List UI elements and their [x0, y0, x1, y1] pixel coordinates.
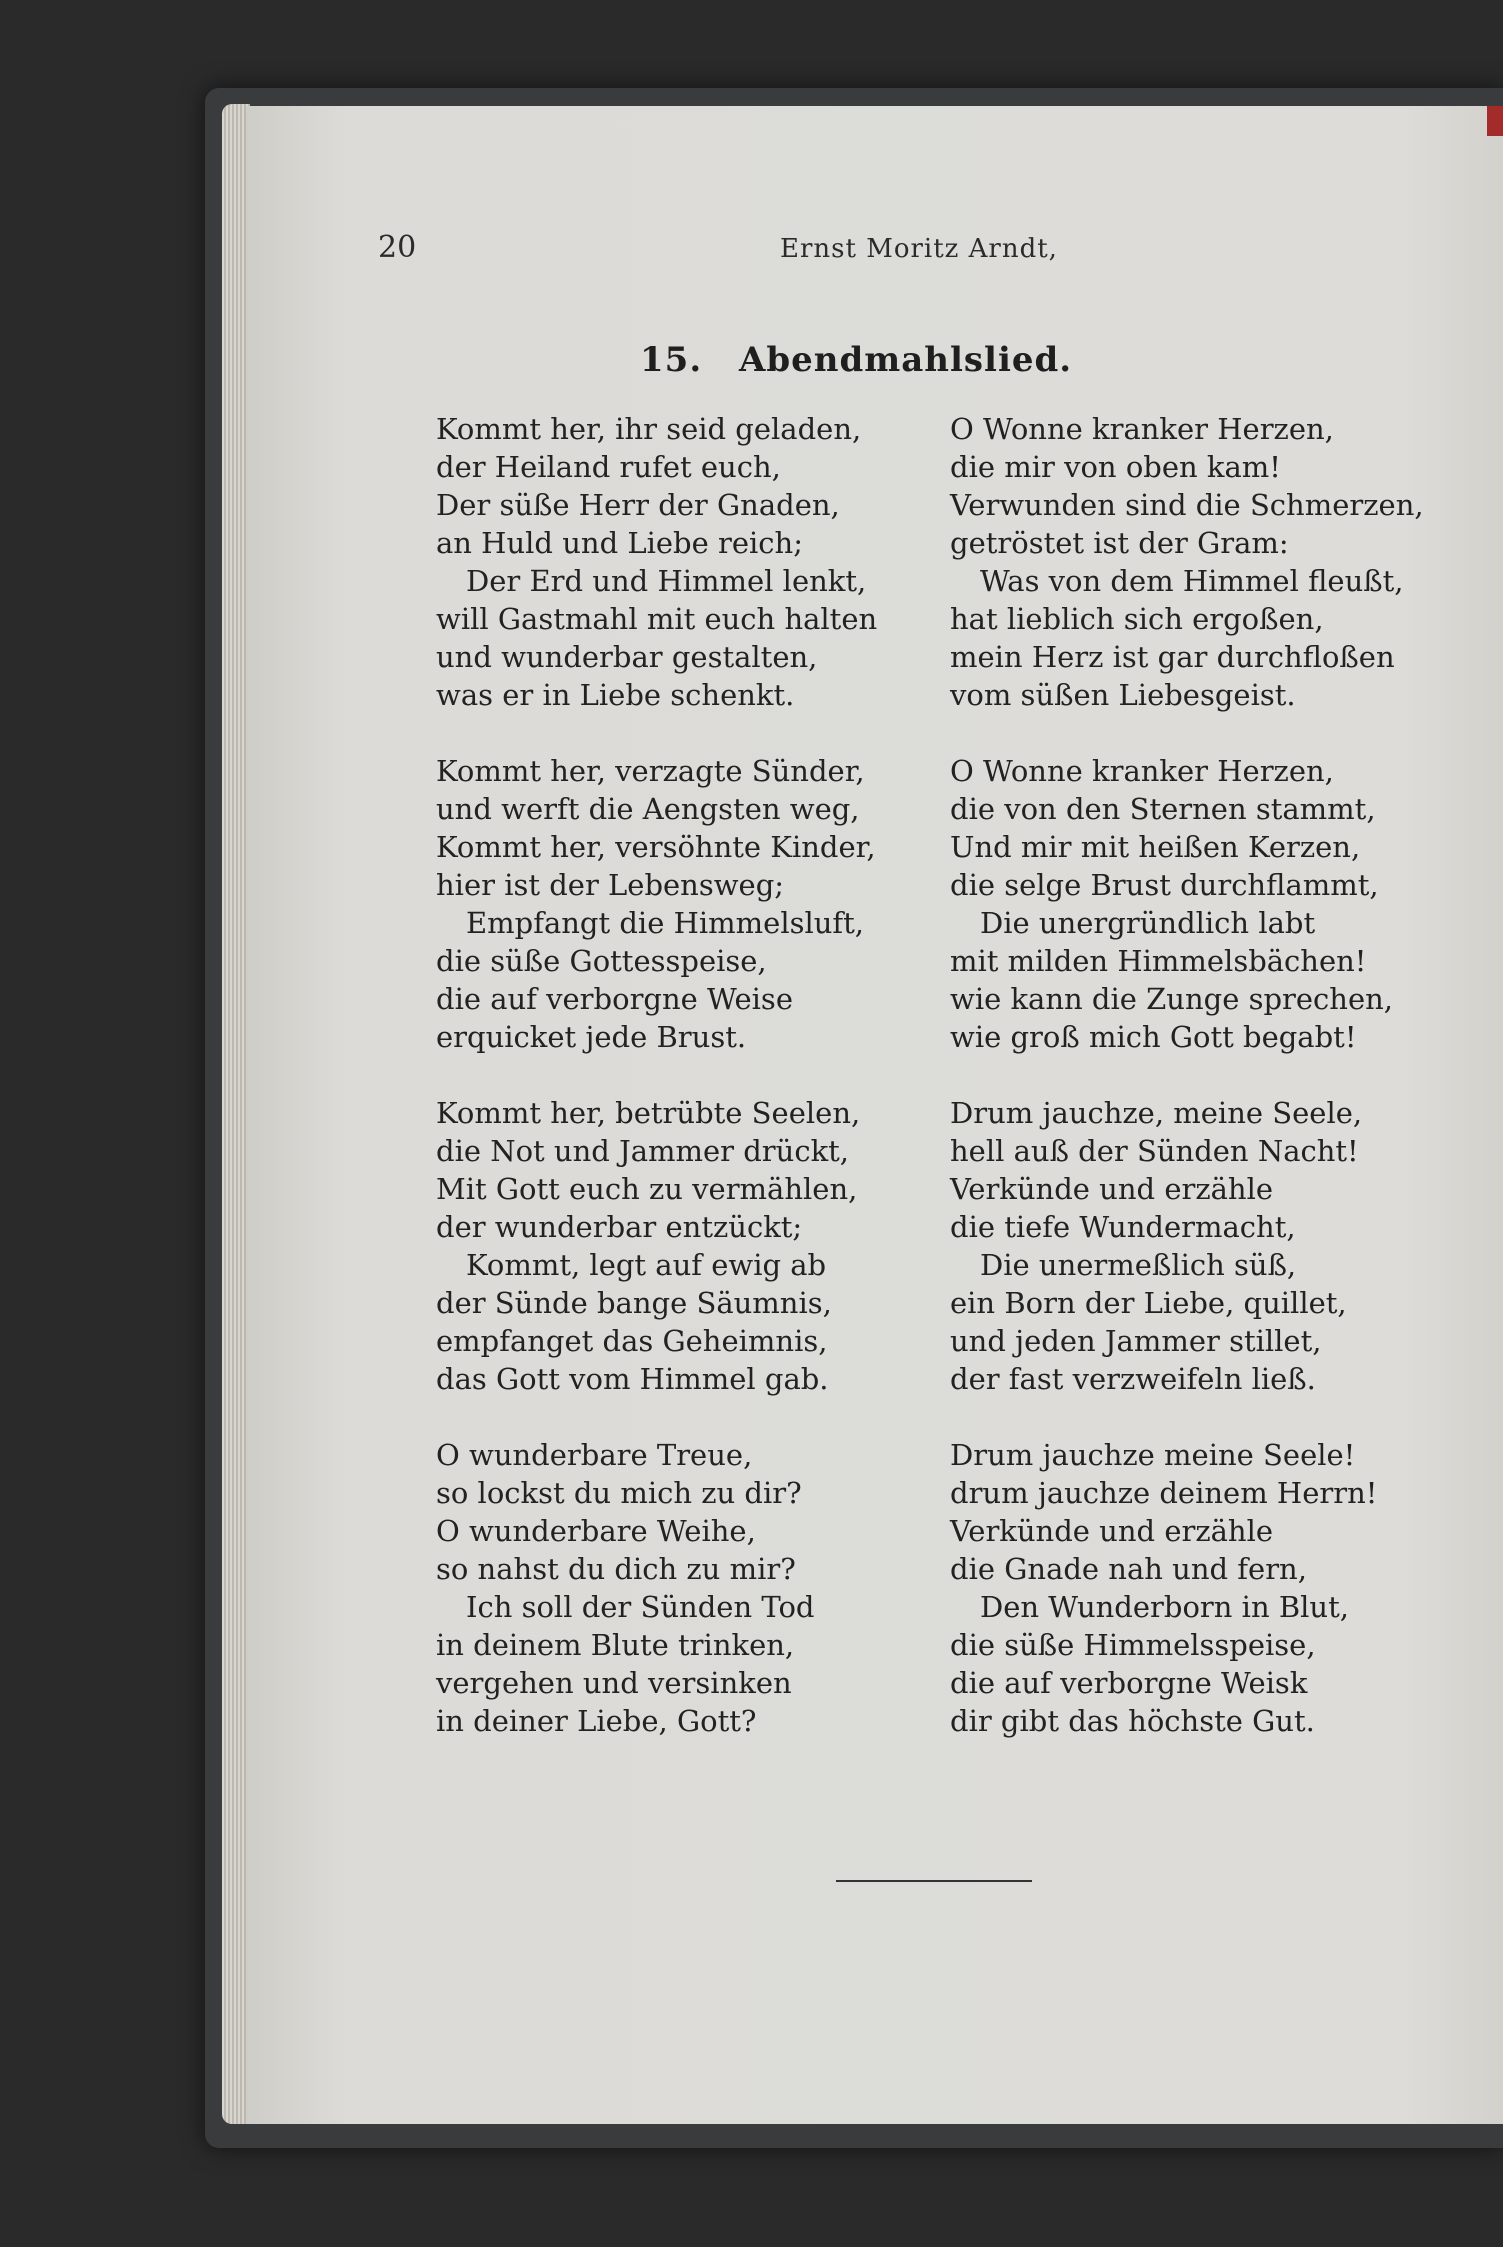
verse-line: hat lieblich sich ergoßen,	[950, 602, 1324, 636]
stanza	[950, 1094, 1430, 1398]
verse-line: erquicket jede Brust.	[436, 1020, 747, 1054]
verse-line: die auf verborgne Weise	[436, 982, 793, 1016]
verse-line: O Wonne kranker Herzen,	[950, 412, 1334, 446]
verse-line: wie groß mich Gott begabt!	[950, 1020, 1357, 1054]
verse-line: in deiner Liebe, Gott?	[436, 1704, 757, 1738]
verse-line: das Gott vom Himmel gab.	[436, 1362, 829, 1396]
song-title-text: Abendmahlslied.	[739, 340, 1073, 380]
verse-line: der fast verzweifeln ließ.	[950, 1362, 1316, 1396]
verse-line: die auf verborgne Weisk	[950, 1666, 1308, 1700]
running-head: Ernst Moritz Arndt,	[780, 234, 1058, 264]
stanza	[436, 1094, 916, 1398]
verse-line: Die unergründlich labt	[980, 906, 1316, 940]
verse-line: so lockst du mich zu dir?	[436, 1476, 802, 1510]
verse-line: und jeden Jammer stillet,	[950, 1324, 1322, 1358]
verse-line: Verkünde und erzähle	[950, 1172, 1274, 1206]
verse-line: empfanget das Geheimnis,	[436, 1324, 828, 1358]
stanza	[950, 1436, 1430, 1740]
verse-line: Was von dem Himmel fleußt,	[980, 564, 1404, 598]
stanza	[436, 752, 916, 1056]
verse-line: hell auß der Sünden Nacht!	[950, 1134, 1359, 1168]
verse-line: die Gnade nah und fern,	[950, 1552, 1307, 1586]
right-column	[950, 410, 1430, 1778]
page-number: 20	[378, 230, 417, 265]
verse-line: Kommt her, versöhnte Kinder,	[436, 830, 876, 864]
verse-line: Die unermeßlich süß,	[980, 1248, 1297, 1282]
verse-line: Verwunden sind die Schmerzen,	[950, 488, 1424, 522]
stanza	[950, 752, 1430, 1056]
closing-rule	[836, 1880, 1032, 1882]
verse-line: hier ist der Lebensweg;	[436, 868, 785, 902]
verse-line: wie kann die Zunge sprechen,	[950, 982, 1394, 1016]
verse-line: Empfangt die Himmelsluft,	[466, 906, 865, 940]
verse-line: vom süßen Liebesgeist.	[950, 678, 1296, 712]
verse-line: der wunderbar entzückt;	[436, 1210, 803, 1244]
verse-line: der Sünde bange Säumnis,	[436, 1286, 832, 1320]
stanza	[950, 410, 1430, 714]
verse-line: vergehen und versinken	[436, 1666, 792, 1700]
verse-line: O wunderbare Treue,	[436, 1438, 753, 1472]
page-header	[0, 230, 1503, 270]
song-number: 15.	[640, 340, 703, 380]
verse-line: und wunderbar gestalten,	[436, 640, 818, 674]
verse-line: die süße Himmelsspeise,	[950, 1628, 1316, 1662]
song-title	[640, 340, 1120, 380]
verse-line: Ich soll der Sünden Tod	[466, 1590, 815, 1624]
verse-line: an Huld und Liebe reich;	[436, 526, 803, 560]
verse-line: Verkünde und erzähle	[950, 1514, 1274, 1548]
verse-line: Kommt her, betrübte Seelen,	[436, 1096, 861, 1130]
verse-line: will Gastmahl mit euch halten	[436, 602, 878, 636]
verse-line: O wunderbare Weihe,	[436, 1514, 756, 1548]
verse-line: mein Herz ist gar durchfloßen	[950, 640, 1395, 674]
bookmark-ribbon	[1487, 106, 1503, 136]
verse-line: die selge Brust durchflammt,	[950, 868, 1379, 902]
verse-line: die tiefe Wundermacht,	[950, 1210, 1296, 1244]
left-column	[436, 410, 916, 1778]
verse-line: Drum jauchze meine Seele!	[950, 1438, 1356, 1472]
verse-line: was er in Liebe schenkt.	[436, 678, 795, 712]
stanza	[436, 1436, 916, 1740]
stanza	[436, 410, 916, 714]
verse-line: die süße Gottesspeise,	[436, 944, 767, 978]
verse-line: Den Wunderborn in Blut,	[980, 1590, 1349, 1624]
verse-line: Mit Gott euch zu vermählen,	[436, 1172, 858, 1206]
verse-line: drum jauchze deinem Herrn!	[950, 1476, 1378, 1510]
verse-line: so nahst du dich zu mir?	[436, 1552, 796, 1586]
verse-line: und werft die Aengsten weg,	[436, 792, 860, 826]
verse-line: Drum jauchze, meine Seele,	[950, 1096, 1363, 1130]
verse-line: O Wonne kranker Herzen,	[950, 754, 1334, 788]
verse-line: in deinem Blute trinken,	[436, 1628, 795, 1662]
verse-line: Kommt her, ihr seid geladen,	[436, 412, 862, 446]
verse-line: die Not und Jammer drückt,	[436, 1134, 850, 1168]
verse-line: die mir von oben kam!	[950, 450, 1281, 484]
verse-line: die von den Sternen stammt,	[950, 792, 1376, 826]
verse-line: dir gibt das höchste Gut.	[950, 1704, 1315, 1738]
verse-line: ein Born der Liebe, quillet,	[950, 1286, 1347, 1320]
verse-line: Der Erd und Himmel lenkt,	[466, 564, 867, 598]
verse-line: Und mir mit heißen Kerzen,	[950, 830, 1361, 864]
verse-line: mit milden Himmelsbächen!	[950, 944, 1367, 978]
verse-line: Kommt, legt auf ewig ab	[466, 1248, 827, 1282]
verse-line: Kommt her, verzagte Sünder,	[436, 754, 865, 788]
verse-line: getröstet ist der Gram:	[950, 526, 1289, 560]
verse-line: Der süße Herr der Gnaden,	[436, 488, 840, 522]
verse-line: der Heiland rufet euch,	[436, 450, 781, 484]
